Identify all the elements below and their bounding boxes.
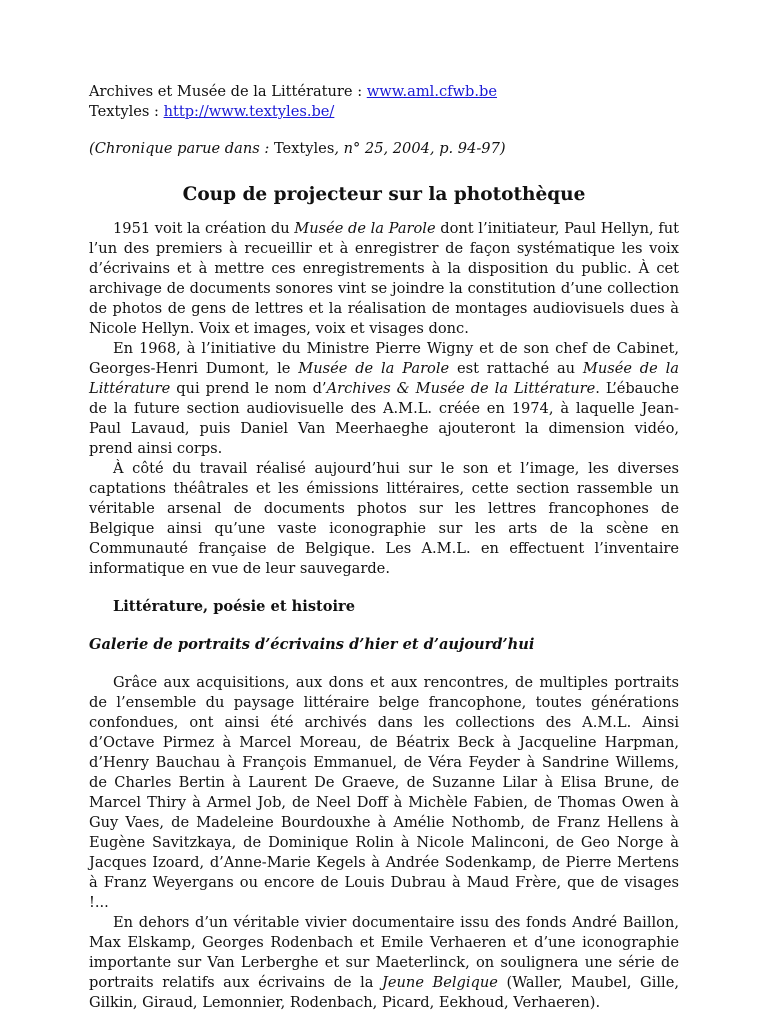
textyles-label: Textyles :: [89, 103, 164, 120]
intro-p1-text-b: dont l’initiateur, Paul Hellyn, fut l’un des premiers à recueillir et à enregistrer de façon systématique les voix d’écrivains et à mettre ces enregistrements à la disposition du public. À cet archivage de documents sonores vint se joindre la constitution d’une collection de photos de gens de lettres et la réalisation de montages audiovisuels dues à Nicole Hellyn. Voix et images, voix et visages donc.: [89, 220, 679, 337]
subsection-heading: Galerie de portraits d’écrivains d’hier et d’aujourd’hui: [89, 636, 535, 653]
intro-p2-text-d: . L’ébauche de la future section audiovisuelle des A.M.L. créée en 1974, à laquelle Jean-Paul Lavaud, puis Daniel Van Meerhaeghe ajouteront la dimension vidéo, prend ainsi corps.: [89, 380, 679, 457]
intro-p2-italic-2: Musée de la Littérature: [89, 360, 679, 397]
intro-paragraph-1: [89, 219, 679, 339]
intro-p1-text-a: 1951 voit la création du: [113, 220, 295, 237]
intro-p2-italic-1: Musée de la Parole: [298, 360, 450, 377]
spacer: [89, 655, 679, 673]
chronique-prefix: (Chronique parue dans :: [89, 140, 274, 157]
gallery-p2-text-b: (Waller, Maubel, Gille, Gilkin, Giraud, Lemonnier, Rodenbach, Picard, Eekhoud, Verhaeren).: [89, 974, 679, 1011]
article-title: Coup de projecteur sur la photothèque: [182, 184, 586, 205]
intro-paragraph-3: À côté du travail réalisé aujourd’hui sur le son et l’image, les diverses captations théâtrales et les émissions littéraires, cette section rassemble un véritable arsenal de documents photos sur les lettres francophones de Belgique ainsi qu’une vaste iconographie sur les arts de la scène en Communauté française de Belgique. Les A.M.L. en effectuent l’inventaire informatique en vue de leur sauvegarde.: [89, 460, 679, 577]
gallery-p2-italic: Jeune Belgique: [382, 974, 498, 991]
textyles-link[interactable]: http://www.textyles.be/: [163, 103, 335, 120]
header-textyles-line: [89, 102, 679, 122]
document-page: [89, 82, 679, 1013]
intro-p1-italic: Musée de la Parole: [294, 220, 436, 237]
intro-p2-text-a: En 1968, à l’initiative du Ministre Pierre Wigny et de son chef de Cabinet, Georges-Henri Dumont, le: [89, 340, 679, 377]
intro-paragraph-2: [89, 339, 679, 459]
gallery-p2-text-a: En dehors d’un véritable vivier documentaire issu des fonds André Baillon, Max Elskamp, Georges Rodenbach et Emile Verhaeren et d’une iconographie importante sur Van Lerberghe et sur Maeterlinck, on soulignera une série de portraits relatifs aux écrivains de la: [89, 914, 679, 991]
chronique-journal: Textyles: [273, 140, 335, 157]
intro-p2-text-c: qui prend le nom d’: [170, 380, 327, 397]
gallery-paragraph-1: Grâce aux acquisitions, aux dons et aux rencontres, de multiples portraits de l’ensemble du paysage littéraire belge francophone, toutes générations confondues, ont ainsi été archivés dans les collections des A.M.L. Ainsi d’Octave Pirmez à Marcel Moreau, de Béatrix Beck à Jacqueline Harpman, d’Henry Bauchau à François Emmanuel, de Véra Feyder à Sandrine Willems, de Charles Bertin à Laurent De Graeve, de Suzanne Lilar à Elisa Brune, de Marcel Thiry à Armel Job, de Neel Doff à Michèle Fabien, de Thomas Owen à Guy Vaes, de Madeleine Bourdouxhe à Amélie Nothomb, de Franz Hellens à Eugène Savitzkaya, de Dominique Rolin à Nicole Malinconi, de Geo Norge à Jacques Izoard, d’Anne-Marie Kegels à Andrée Sodenkamp, de Pierre Mertens à Franz Weyergans ou encore de Louis Dubrau à Maud Frère, que de visages !...: [89, 674, 679, 911]
chronique-citation: [89, 139, 679, 159]
header-aml-line: [89, 82, 679, 102]
aml-link[interactable]: www.aml.cfwb.be: [366, 83, 498, 100]
gallery-paragraph-2: [89, 913, 679, 1013]
aml-label: Archives et Musée de la Littérature :: [89, 83, 367, 100]
section-heading: Littérature, poésie et histoire: [113, 598, 356, 615]
intro-p2-text-b: est rattaché au: [449, 360, 583, 377]
intro-p2-italic-3: Archives & Musée de la Littérature: [326, 380, 596, 397]
chronique-suffix: , n° 25, 2004, p. 94-97): [334, 140, 506, 157]
